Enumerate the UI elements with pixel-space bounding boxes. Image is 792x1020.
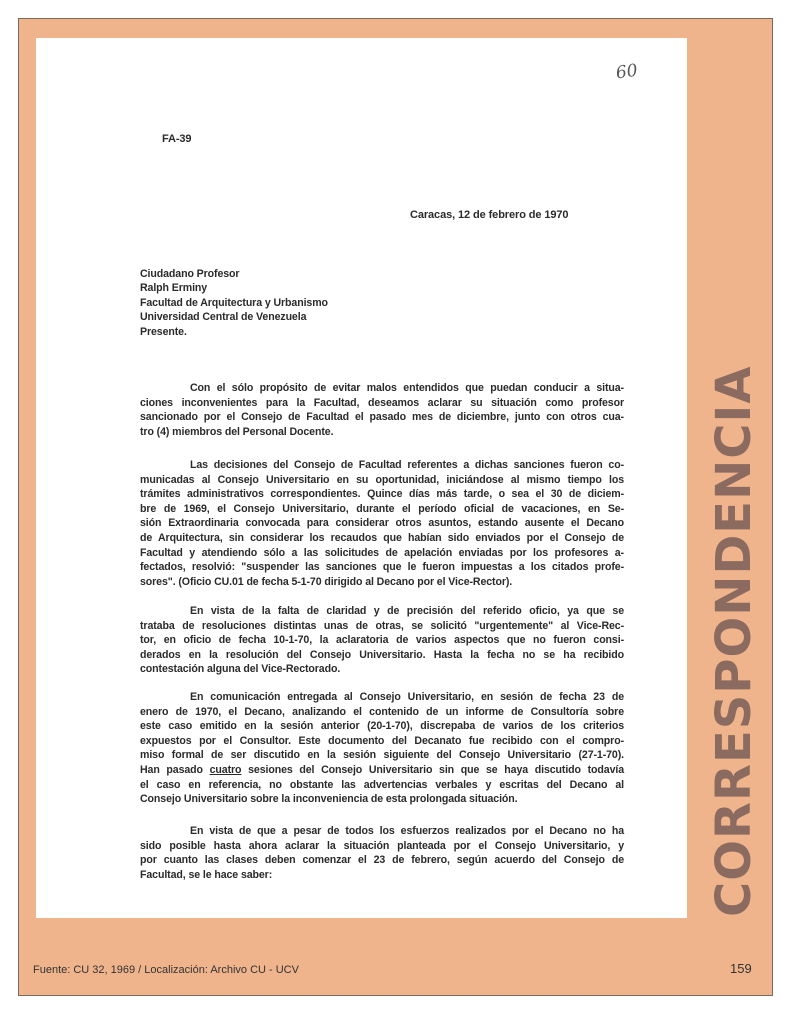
- paragraph-line: municadas al Consejo Universitario en su oportunidad, iniciándose al mismo tiempo los: [140, 473, 624, 486]
- paragraph-line: por cuanto las clases deben comenzar el 23 de febrero, según acuerdo del Consejo de: [140, 854, 624, 867]
- paragraph-line: miso formal de ser discutido en la sesión siguiente del Consejo Universitario (27-1-70).: [140, 749, 624, 762]
- paragraph-line: sión Extraordinaria convocada para considerar otros asuntos, estando ausente el Decano: [140, 517, 624, 530]
- paragraph-line: el caso en referencia, no obstante las advertencias verbales y escritas del Decano al: [140, 778, 624, 791]
- paragraph-line: ciones inconvenientes para la Facultad, deseamos aclarar su situación como profesor: [140, 396, 624, 409]
- paragraph-line: bre de 1969, el Consejo Universitario, durante el período oficial de vacaciones, en Se-: [140, 502, 624, 515]
- paragraph-line: En comunicación entregada al Consejo Universitario, en sesión de fecha 23 de: [190, 691, 624, 703]
- paragraph-line: Han pasado cuatro sesiones del Consejo Universitario sin que se haya discutido todavía: [140, 763, 625, 776]
- paragraph-line: En vista de que a pesar de todos los esfuerzos realizados por el Decano no ha: [190, 825, 624, 837]
- paragraph-line: Consejo Universitario sobre la inconveniencia de esta prolongada situación.: [140, 793, 518, 806]
- paragraph-line: enero de 1970, el Decano, analizando el contenido de un informe de Consultoría sobre: [140, 705, 624, 718]
- address-line: Presente.: [140, 325, 187, 338]
- letter-paragraph-4: [140, 690, 624, 807]
- paragraph-line: de Arquitectura, sin considerar los recaudos que habían sido enviados por el Consejo de: [140, 531, 624, 544]
- source-note: Fuente: CU 32, 1969 / Localización: Archivo CU - UCV: [33, 964, 299, 976]
- paragraph-line: este caso emitido en la sesión anterior (20-1-70), discrepaba de varios de los criterios: [140, 720, 624, 733]
- paragraph-line: trataba de resoluciones distintas unas de otras, se solicitó "urgentemente" al Vice-Rec-: [140, 619, 624, 632]
- letter-paragraph-5: [140, 824, 624, 882]
- paragraph-line: fectados, resolvió: "suspender las sanciones que le fueron impuestas a los citados profe-: [140, 561, 624, 574]
- paragraph-line: sores". (Oficio CU.01 de fecha 5-1-70 dirigido al Decano por el Vice-Rector).: [140, 575, 513, 588]
- paragraph-line: Facultad, se le hace saber:: [140, 868, 273, 881]
- address-line: Ciudadano Profesor: [140, 268, 240, 280]
- letter-paragraph-1: [140, 381, 624, 439]
- document-code: FA-39: [162, 133, 192, 145]
- paragraph-line: sancionado por el Consejo de Facultad el pasado mes de diciembre, junto con otros cua-: [140, 411, 624, 424]
- section-title: CORRESPONDENCIA: [706, 365, 762, 917]
- paragraph-line: sido posible hasta ahora aclarar la situación planteada por el Consejo Universitario, y: [140, 839, 624, 852]
- paragraph-line: Con el sólo propósito de evitar malos entendidos que puedan conducir a situa-: [190, 382, 624, 394]
- paragraph-line: En vista de la falta de claridad y de precisión del referido oficio, ya que se: [190, 605, 624, 617]
- recipient-address: [140, 267, 328, 339]
- page-number: 159: [730, 961, 752, 976]
- letter-paragraph-3: [140, 604, 624, 677]
- letter-paragraph-2: [140, 458, 624, 589]
- paragraph-line: contestación alguna del Vice-Rectorado.: [140, 663, 341, 676]
- handwritten-page-number: 60: [614, 60, 639, 84]
- paragraph-line: tor, en oficio de fecha 10-1-70, la aclaratoria de varios aspectos que no fueron consi-: [140, 634, 624, 647]
- paragraph-line: trámites administrativos correspondientes. Quince días más tarde, o sea el 30 de diciem-: [140, 488, 624, 501]
- paragraph-line: tro (4) miembros del Personal Docente.: [140, 425, 334, 438]
- paragraph-line: Facultad y atendiendo sólo a las solicitudes de apelación enviadas por los profesores a-: [140, 546, 624, 559]
- address-line: Ralph Erminy: [140, 282, 208, 295]
- paragraph-line: expuestos por el Consultor. Este documento del Decanato fue recibido con el compro-: [140, 734, 624, 747]
- address-line: Universidad Central de Venezuela: [140, 311, 307, 324]
- paragraph-line: derados en la resolución del Consejo Universitario. Hasta la fecha no se ha recibido: [140, 648, 624, 661]
- place-date: Caracas, 12 de febrero de 1970: [410, 209, 569, 221]
- paragraph-line: Las decisiones del Consejo de Facultad referentes a dichas sanciones fueron co-: [190, 459, 624, 471]
- address-line: Facultad de Arquitectura y Urbanismo: [140, 296, 328, 309]
